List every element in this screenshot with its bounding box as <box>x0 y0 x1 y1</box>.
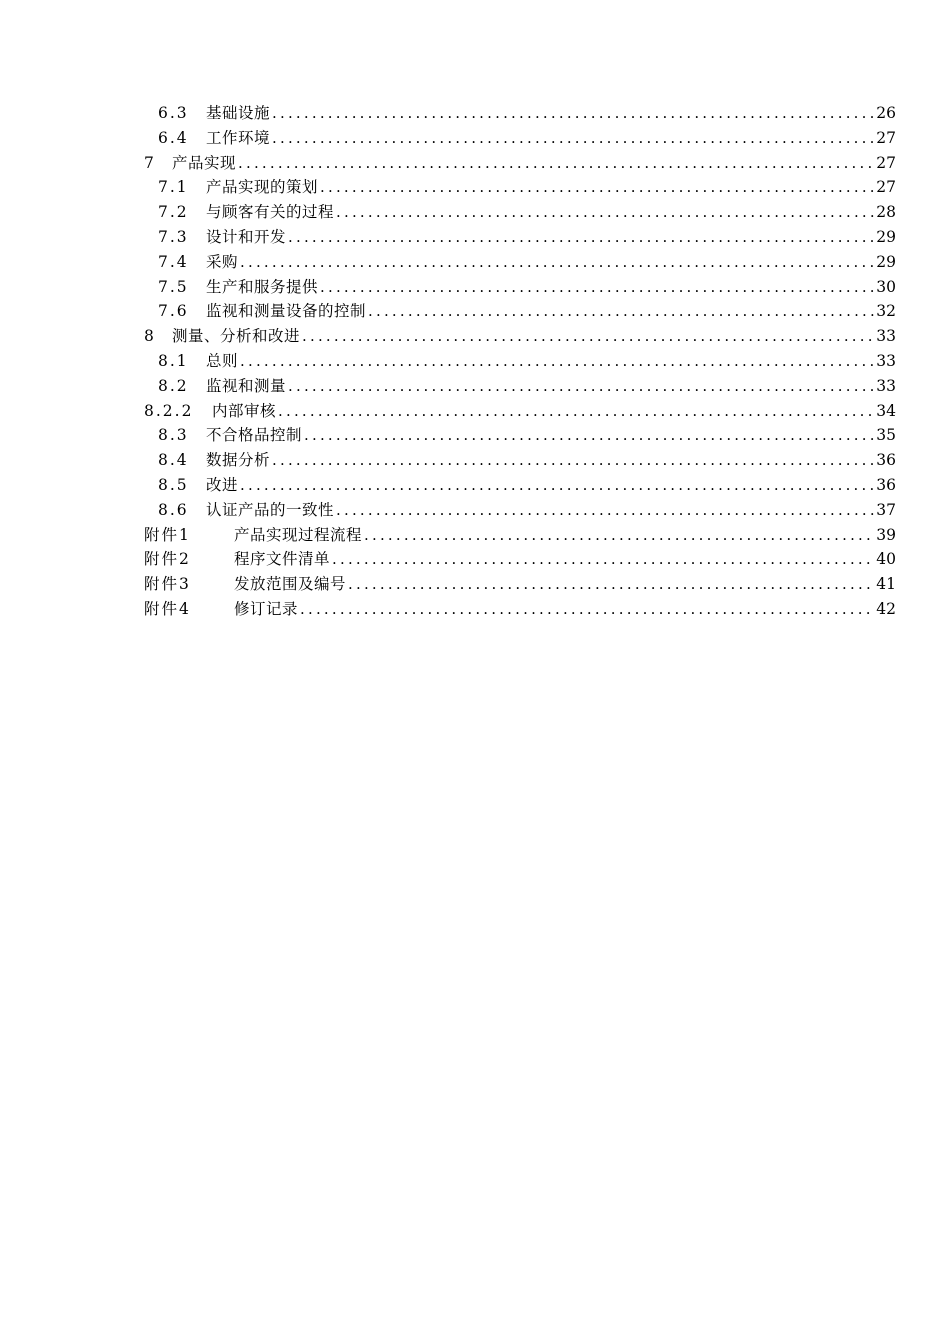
dot-leader <box>332 547 874 572</box>
toc-entry-title: 工作环境 <box>206 128 271 147</box>
toc-entry-title: 监视和测量 <box>206 376 287 395</box>
toc-entry-title: 产品实现 <box>172 153 237 172</box>
dot-leader <box>240 349 874 374</box>
toc-entry[interactable] <box>144 225 896 250</box>
toc-entry[interactable] <box>144 126 896 151</box>
toc-entry[interactable] <box>144 374 896 399</box>
toc-entry-page-number: 29 <box>876 227 896 246</box>
toc-entry-number: 8.2.2 <box>144 401 194 420</box>
toc-entry-title: 生产和服务提供 <box>206 277 319 296</box>
toc-entry[interactable] <box>144 200 896 225</box>
toc-entry-number: 附件1 <box>144 525 191 544</box>
toc-entry-title: 产品实现过程流程 <box>234 525 363 544</box>
dot-leader <box>272 448 874 473</box>
toc-entry[interactable] <box>144 250 896 275</box>
toc-entry-page-number: 40 <box>876 550 896 569</box>
toc-entry-number: 附件2 <box>144 550 191 569</box>
toc-entry[interactable] <box>144 473 896 498</box>
toc-entry-page-number: 33 <box>876 376 896 395</box>
dot-leader <box>304 423 874 448</box>
dot-leader <box>272 126 874 151</box>
toc-entry-number: 8.6 <box>158 500 189 519</box>
table-of-contents <box>144 101 896 622</box>
toc-entry[interactable] <box>144 399 896 424</box>
dot-leader <box>240 473 874 498</box>
dot-leader <box>320 175 874 200</box>
dot-leader <box>348 572 874 597</box>
toc-entry-number: 附件3 <box>144 575 191 594</box>
toc-entry-page-number: 35 <box>876 426 896 445</box>
dot-leader <box>336 200 874 225</box>
toc-entry-number: 7 <box>144 153 156 172</box>
toc-entry-number: 7.6 <box>158 302 189 321</box>
dot-leader <box>302 324 874 349</box>
toc-entry-page-number: 33 <box>876 351 896 370</box>
toc-entry-title: 认证产品的一致性 <box>206 500 335 519</box>
toc-entry[interactable] <box>144 349 896 374</box>
toc-entry-title: 产品实现的策划 <box>206 178 319 197</box>
toc-entry-number: 7.1 <box>158 178 189 197</box>
toc-entry-page-number: 42 <box>876 599 896 618</box>
toc-entry-page-number: 41 <box>876 575 896 594</box>
toc-entry[interactable] <box>144 101 896 126</box>
toc-entry-number: 8.2 <box>158 376 189 395</box>
toc-entry[interactable] <box>144 423 896 448</box>
toc-entry-page-number: 37 <box>876 500 896 519</box>
toc-entry-title: 程序文件清单 <box>234 550 331 569</box>
toc-entry-number: 6.3 <box>158 104 189 122</box>
toc-entry-number: 6.4 <box>158 128 189 147</box>
toc-entry-title: 监视和测量设备的控制 <box>206 302 367 321</box>
toc-entry-number: 附件4 <box>144 599 191 618</box>
toc-entry-page-number: 29 <box>876 252 896 271</box>
dot-leader <box>288 225 874 250</box>
toc-entry[interactable] <box>144 299 896 324</box>
toc-entry[interactable] <box>144 448 896 473</box>
toc-entry-title: 设计和开发 <box>206 227 287 246</box>
toc-entry-title: 测量、分析和改进 <box>172 327 301 346</box>
toc-entry-title: 基础设施 <box>206 104 271 122</box>
toc-entry-title: 采购 <box>206 252 239 271</box>
toc-entry-number: 8.1 <box>158 351 189 370</box>
dot-leader <box>288 374 874 399</box>
toc-entry-number: 7.5 <box>158 277 189 296</box>
toc-entry-number: 8.3 <box>158 426 189 445</box>
toc-entry-page-number: 27 <box>876 178 896 197</box>
dot-leader <box>238 151 874 176</box>
toc-entry-title: 数据分析 <box>206 451 271 470</box>
dot-leader <box>278 399 874 424</box>
toc-entry-title: 修订记录 <box>234 599 299 618</box>
toc-entry[interactable] <box>144 275 896 300</box>
toc-entry-number: 8.5 <box>158 475 189 494</box>
dot-leader <box>240 250 874 275</box>
toc-entry-page-number: 26 <box>876 104 896 122</box>
toc-entry-page-number: 27 <box>876 128 896 147</box>
toc-entry-number: 7.2 <box>158 203 189 222</box>
toc-entry[interactable] <box>144 151 896 176</box>
toc-entry-page-number: 28 <box>876 203 896 222</box>
toc-entry[interactable] <box>144 498 896 523</box>
toc-entry-number: 7.3 <box>158 227 189 246</box>
dot-leader <box>300 597 874 622</box>
toc-entry[interactable] <box>144 597 896 622</box>
toc-entry-page-number: 32 <box>876 302 896 321</box>
dot-leader <box>364 523 874 548</box>
toc-entry-title: 与顾客有关的过程 <box>206 203 335 222</box>
dot-leader <box>368 299 874 324</box>
toc-entry-page-number: 27 <box>876 153 896 172</box>
toc-entry-title: 改进 <box>206 475 239 494</box>
toc-entry-title: 发放范围及编号 <box>234 575 347 594</box>
toc-entry[interactable] <box>144 523 896 548</box>
toc-entry-number: 8 <box>144 327 156 346</box>
toc-entry[interactable] <box>144 572 896 597</box>
toc-entry[interactable] <box>144 175 896 200</box>
toc-entry-title: 不合格品控制 <box>206 426 303 445</box>
toc-entry-title: 内部审核 <box>212 401 277 420</box>
toc-entry-page-number: 30 <box>876 277 896 296</box>
toc-entry-page-number: 33 <box>876 327 896 346</box>
dot-leader <box>336 498 874 523</box>
toc-entry-page-number: 36 <box>876 475 896 494</box>
toc-entry-number: 8.4 <box>158 451 189 470</box>
toc-entry[interactable] <box>144 547 896 572</box>
dot-leader <box>320 275 874 300</box>
dot-leader <box>272 101 874 126</box>
toc-entry-page-number: 39 <box>876 525 896 544</box>
toc-entry[interactable] <box>144 324 896 349</box>
toc-entry-number: 7.4 <box>158 252 189 271</box>
toc-entry-page-number: 34 <box>876 401 896 420</box>
toc-entry-page-number: 36 <box>876 451 896 470</box>
toc-entry-title: 总则 <box>206 351 239 370</box>
